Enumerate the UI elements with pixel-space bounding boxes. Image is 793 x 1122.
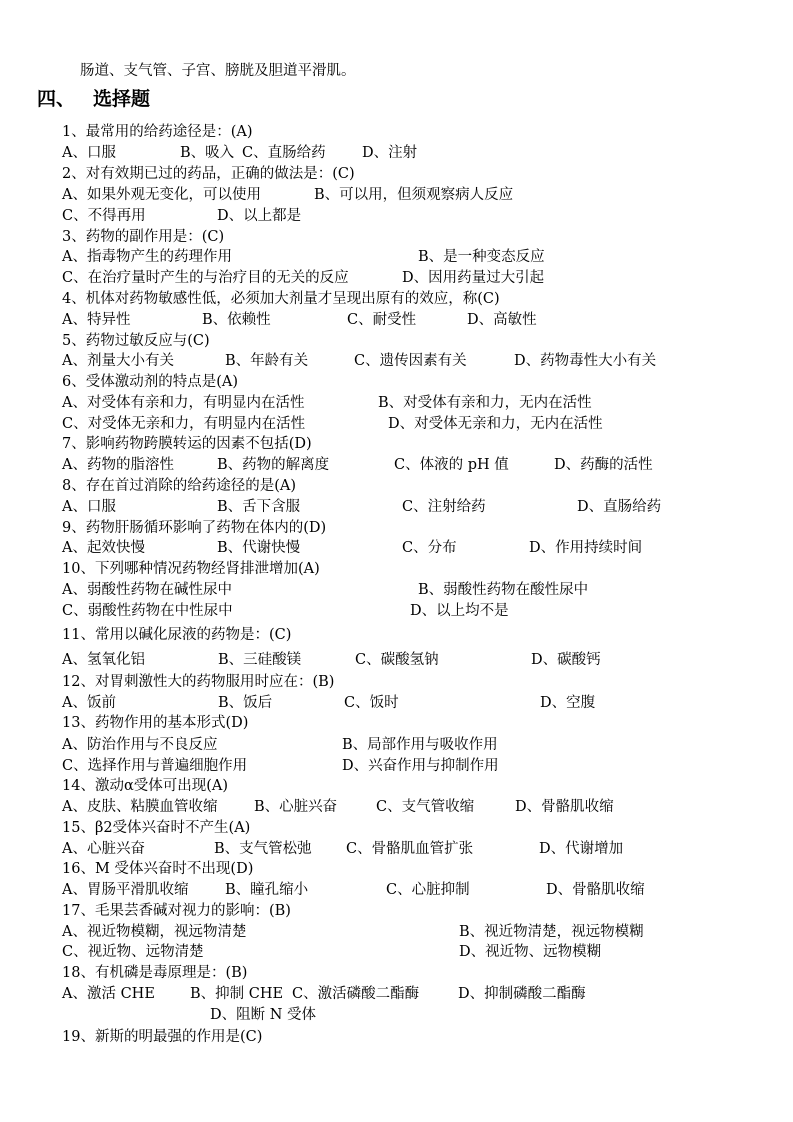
question-18: 18、有机磷是毒原理是：(B) <box>62 965 248 981</box>
option-d: D、兴奋作用与抑制作用 <box>342 758 499 774</box>
question-1: 1、最常用的给药途径是：(A) <box>62 124 253 140</box>
option-a: A、皮肤、粘膜血管收缩 <box>62 799 218 815</box>
option-c: C、选择作用与普遍细胞作用 <box>62 758 248 774</box>
option-c: C、注射给药 <box>402 499 486 515</box>
option-d: D、代谢增加 <box>539 841 624 857</box>
option-a: A、弱酸性药物在碱性尿中 <box>62 582 232 598</box>
question-5: 5、药物过敏反应与(C) <box>62 333 210 349</box>
question-13: 13、药物作用的基本形式(D) <box>62 715 249 731</box>
question-17: 17、毛果芸香碱对视力的影响：(B) <box>62 903 291 919</box>
option-b: B、局部作用与吸收作用 <box>342 737 498 753</box>
option-d: D、视近物、远物模糊 <box>459 944 602 960</box>
question-7: 7、影响药物跨膜转运的因素不包括(D) <box>62 436 312 452</box>
intro-line: 肠道、支气管、子宫、膀胱及胆道平滑肌。 <box>80 63 356 79</box>
question-6: 6、受体激动剂的特点是(A) <box>62 374 239 390</box>
option-a: A、指毒物产生的药理作用 <box>62 249 232 265</box>
option-d: D、高敏性 <box>467 312 537 328</box>
question-4: 4、机体对药物敏感性低，必须加大剂量才呈现出原有的效应，称(C) <box>62 291 500 307</box>
option-b: B、药物的解离度 <box>217 457 330 473</box>
option-d: D、骨骼肌收缩 <box>515 799 614 815</box>
option-c: C、对受体无亲和力，有明显内在活性 <box>62 416 306 432</box>
question-12: 12、对胃刺激性大的药物服用时应在：(B) <box>62 674 335 690</box>
question-14: 14、激动α受体可出现(A) <box>62 778 229 794</box>
option-d: D、直肠给药 <box>577 499 662 515</box>
option-d: D、骨骼肌收缩 <box>546 882 645 898</box>
option-a: A、口服 <box>62 499 116 515</box>
question-2: 2、对有效期已过的药品，正确的做法是：(C) <box>62 166 355 182</box>
option-b: B、瞳孔缩小 <box>225 882 309 898</box>
section-number: 四、 <box>37 88 76 110</box>
option-d: D、药物毒性大小有关 <box>514 353 657 369</box>
option-a: A、如果外观无变化，可以使用 <box>62 187 261 203</box>
option-c: C、弱酸性药物在中性尿中 <box>62 603 233 619</box>
option-a: A、胃肠平滑肌收缩 <box>62 882 189 898</box>
option-c: C、碳酸氢钠 <box>355 652 439 668</box>
option-d: D、药酶的活性 <box>554 457 653 473</box>
option-d: D、以上均不是 <box>410 603 509 619</box>
option-b: B、弱酸性药物在酸性尿中 <box>418 582 589 598</box>
question-15: 15、β2受体兴奋时不产生(A) <box>62 820 251 836</box>
option-d: D、对受体无亲和力，无内在活性 <box>388 416 603 432</box>
option-b: B、三硅酸镁 <box>218 652 302 668</box>
question-10: 10、下列哪种情况药物经肾排泄增加(A) <box>62 561 320 577</box>
option-a: A、药物的脂溶性 <box>62 457 174 473</box>
option-b: B、心脏兴奋 <box>254 799 338 815</box>
option-b: B、吸入 <box>180 145 235 161</box>
question-19: 19、新斯的明最强的作用是(C) <box>62 1029 263 1045</box>
option-b: B、视近物清楚，视远物模糊 <box>459 924 644 940</box>
option-a: A、氢氧化铝 <box>62 652 145 668</box>
option-c: C、支气管收缩 <box>376 799 475 815</box>
question-8: 8、存在首过消除的给药途径的是(A) <box>62 478 297 494</box>
option-b: B、舌下含服 <box>217 499 301 515</box>
option-c: C、视近物、远物清楚 <box>62 944 204 960</box>
option-c: C、在治疗量时产生的与治疗目的无关的反应 <box>62 270 349 286</box>
option-a: A、起效快慢 <box>62 540 145 556</box>
option-a: A、对受体有亲和力，有明显内在活性 <box>62 395 305 411</box>
option-b: B、年龄有关 <box>225 353 309 369</box>
question-11: 11、常用以碱化尿液的药物是：(C) <box>62 627 292 643</box>
option-c: C、分布 <box>402 540 457 556</box>
option-c: C、直肠给药 <box>242 145 326 161</box>
option-a: A、心脏兴奋 <box>62 841 145 857</box>
option-b: B、饭后 <box>218 695 273 711</box>
option-d: D、以上都是 <box>217 208 302 224</box>
option-c: C、体液的 pH 值 <box>394 457 509 473</box>
option-b: B、是一种变态反应 <box>418 249 545 265</box>
option-b: B、支气管松弛 <box>214 841 312 857</box>
option-d: D、碳酸钙 <box>531 652 601 668</box>
option-d: D、空腹 <box>540 695 596 711</box>
question-3: 3、药物的副作用是：(C) <box>62 229 225 245</box>
option-d: D、注射 <box>362 145 418 161</box>
option-a: A、剂量大小有关 <box>62 353 174 369</box>
option-a: A、防治作用与不良反应 <box>62 737 218 753</box>
option-b: B、抑制 CHE <box>190 986 284 1002</box>
option-a: A、特异性 <box>62 312 131 328</box>
option-d: D、抑制磷酸二酯酶 <box>458 986 586 1002</box>
option-c: C、激活磷酸二酯酶 <box>292 986 420 1002</box>
option-b: B、代谢快慢 <box>217 540 301 556</box>
option-b: B、可以用，但须观察病人反应 <box>314 187 514 203</box>
option-c: C、骨骼肌血管扩张 <box>346 841 474 857</box>
option-c: C、不得再用 <box>62 208 146 224</box>
option-c: C、饭时 <box>344 695 399 711</box>
option-d: D、因用药量过大引起 <box>402 270 545 286</box>
option-a: A、视近物模糊，视远物清楚 <box>62 924 247 940</box>
option-d: D、作用持续时间 <box>529 540 643 556</box>
section-heading <box>37 84 150 111</box>
option-b: B、对受体有亲和力，无内在活性 <box>378 395 592 411</box>
option-c: C、遗传因素有关 <box>354 353 467 369</box>
option-a: A、口服 <box>62 145 116 161</box>
option-e: D、阻断 N 受体 <box>210 1007 317 1023</box>
question-16: 16、M 受体兴奋时不出现(D) <box>62 861 254 877</box>
question-9: 9、药物肝肠循环影响了药物在体内的(D) <box>62 520 327 536</box>
option-a: A、激活 CHE <box>62 986 155 1002</box>
option-b: B、依赖性 <box>202 312 271 328</box>
option-c: C、心脏抑制 <box>386 882 470 898</box>
option-a: A、饭前 <box>62 695 116 711</box>
option-c: C、耐受性 <box>347 312 417 328</box>
section-title: 选择题 <box>93 88 151 110</box>
